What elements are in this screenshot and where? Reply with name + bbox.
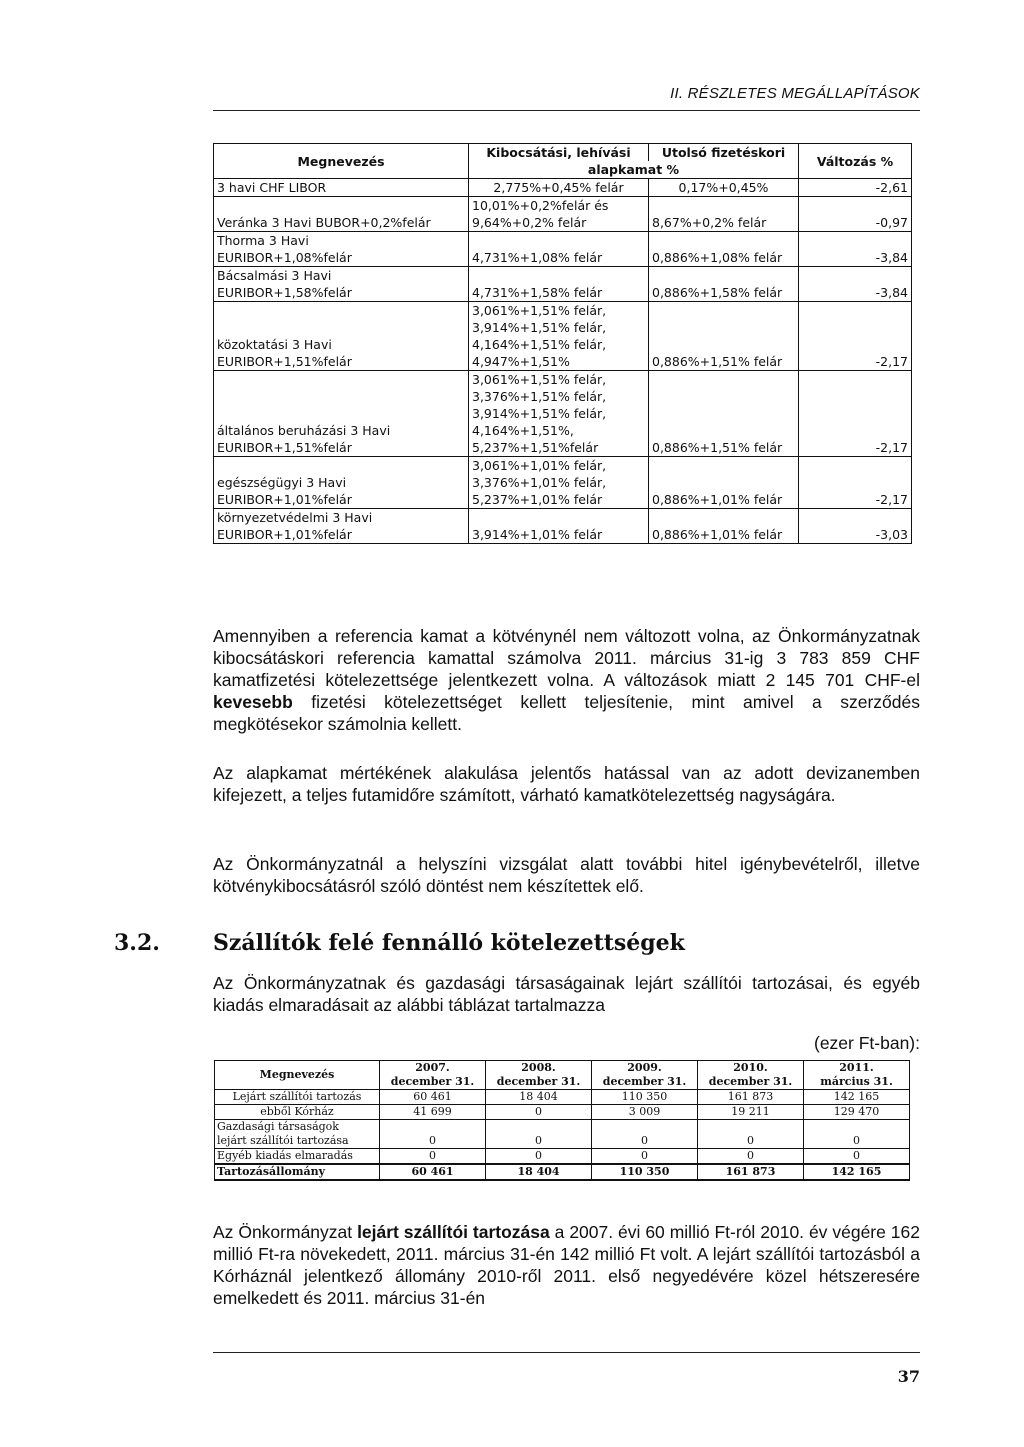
cell-line: egészségügyi 3 Havi bbox=[217, 475, 347, 490]
t2-total-value: 142 165 bbox=[804, 1164, 910, 1180]
t2-cell-value: 60 461 bbox=[380, 1090, 486, 1105]
table-row bbox=[214, 197, 912, 232]
t1-cell-change: -2,17 bbox=[799, 371, 912, 457]
t1-cell-issue bbox=[469, 232, 649, 267]
t2-cell-value: 0 bbox=[592, 1149, 698, 1165]
paragraph-5 bbox=[213, 1221, 920, 1309]
t1-cell-name bbox=[214, 197, 469, 232]
cell-line: Egyéb kiadás elmaradás bbox=[217, 1149, 353, 1162]
t1-cell-change: -3,03 bbox=[799, 509, 912, 544]
t1-cell-change: -3,84 bbox=[799, 232, 912, 267]
t2-cell-value: 0 bbox=[804, 1149, 910, 1165]
t2-cell-name bbox=[215, 1149, 380, 1165]
t1-cell-last: 0,17%+0,45% bbox=[649, 179, 799, 197]
supplier-debt-table bbox=[214, 1060, 910, 1181]
cell-line: általános beruházási 3 Havi bbox=[217, 423, 391, 438]
table-row bbox=[214, 232, 912, 267]
t2-header-name: Megnevezés bbox=[215, 1061, 380, 1090]
t2-cell-value: 142 165 bbox=[804, 1090, 910, 1105]
cell-line: 3,376%+1,01% felár, bbox=[472, 475, 607, 490]
cell-line: EURIBOR+1,08%felár bbox=[217, 250, 352, 265]
t2-total-value: 110 350 bbox=[592, 1164, 698, 1180]
t1-cell-issue bbox=[469, 302, 649, 371]
p1-text-a: Amennyiben a referencia kamat a kötvénynél nem változott volna, az Önkormányzatnak kibocsátáskori referencia kamattal számolva 2011. március 31-ig 3 783 859 CHF kamatfizetési kötelezettsége jelentkezett volna. A változások miatt 2 145 701 CHF-el bbox=[213, 626, 920, 690]
t1-cell-issue bbox=[469, 197, 649, 232]
t2-year-2008: 2008. bbox=[486, 1061, 592, 1076]
unit-note: (ezer Ft-ban): bbox=[814, 1033, 920, 1053]
cell-line: 9,64%+0,2% felár bbox=[472, 215, 587, 230]
t2-cell-name bbox=[215, 1105, 380, 1120]
cell-line: 3,914%+1,51% felár, bbox=[472, 406, 607, 421]
table-row bbox=[214, 457, 912, 509]
t2-cell-value: 0 bbox=[698, 1149, 804, 1165]
t1-cell-name bbox=[214, 302, 469, 371]
cell-line: 2,775%+0,45% felár bbox=[493, 180, 624, 195]
cell-line: Bácsalmási 3 Havi bbox=[217, 268, 332, 283]
p5-text-b: a 2007. évi 60 millió Ft-ról 2010. év végére 162 millió Ft-ra növekedett, 2011. március 31-én 142 millió Ft volt. A lejárt szállítói tartozásból a Kórháznál jelentkező állomány 2010-ről 2011. első negyedévére közel hétszeresére emelkedett és 2011. március 31-én bbox=[213, 1222, 920, 1308]
t1-cell-issue bbox=[469, 457, 649, 509]
cell-line: 3,914%+1,51% felár, bbox=[472, 320, 607, 335]
t1-cell-issue bbox=[469, 179, 649, 197]
t2-cell-value: 0 bbox=[486, 1105, 592, 1120]
t1-cell-last: 0,886%+1,58% felár bbox=[649, 267, 799, 302]
t1-body bbox=[214, 179, 912, 544]
t2-cell-name bbox=[215, 1120, 380, 1149]
t2-cell-name bbox=[215, 1090, 380, 1105]
t2-body bbox=[215, 1090, 910, 1181]
t2-year-2007: 2007. bbox=[380, 1061, 486, 1076]
t1-cell-last: 0,886%+1,51% felár bbox=[649, 371, 799, 457]
t1-header-name: Megnevezés bbox=[214, 144, 469, 179]
paragraph-4: Az Önkormányzatnak és gazdasági társaságainak lejárt szállítói tartozásai, és egyéb kiadás elmaradásait az alábbi táblázat tartalmazza bbox=[213, 973, 920, 1015]
cell-line: EURIBOR+1,58%felár bbox=[217, 285, 352, 300]
t1-cell-name bbox=[214, 267, 469, 302]
cell-line: Thorma 3 Havi bbox=[217, 233, 309, 248]
cell-line: Veránka 3 Havi BUBOR+0,2%felár bbox=[217, 215, 431, 230]
t2-total-label: Tartozásállomány bbox=[215, 1164, 380, 1180]
t1-header-base-rate: alapkamat % bbox=[469, 161, 799, 179]
cell-line: Gazdasági társaságok bbox=[217, 1120, 339, 1133]
cell-line: 3,376%+1,51% felár, bbox=[472, 389, 607, 404]
cell-line: 3,061%+1,51% felár, bbox=[472, 303, 607, 318]
t1-cell-name bbox=[214, 509, 469, 544]
t2-cell-value: 110 350 bbox=[592, 1090, 698, 1105]
footer-rule bbox=[213, 1352, 920, 1353]
t1-cell-issue bbox=[469, 371, 649, 457]
t1-cell-name bbox=[214, 179, 469, 197]
table-row bbox=[215, 1120, 910, 1149]
table-row bbox=[214, 267, 912, 302]
t2-date-2007: december 31. bbox=[380, 1075, 486, 1090]
t2-total-value: 161 873 bbox=[698, 1164, 804, 1180]
table-row bbox=[215, 1149, 910, 1165]
t1-cell-change: -2,17 bbox=[799, 302, 912, 371]
t2-cell-value: 0 bbox=[380, 1120, 486, 1149]
t2-total-value: 60 461 bbox=[380, 1164, 486, 1180]
t2-cell-value: 0 bbox=[698, 1120, 804, 1149]
p1-text-b: fizetési kötelezettséget kellett teljesítenie, mint amivel a szerződés megkötésekor számolnia kellett. bbox=[213, 692, 920, 734]
table-row bbox=[214, 179, 912, 197]
p1-bold: kevesebb bbox=[213, 692, 293, 712]
t1-header-issue: Kibocsátási, lehívási bbox=[469, 144, 649, 162]
cell-line: EURIBOR+1,51%felár bbox=[217, 440, 352, 455]
cell-line: 4,164%+1,51% felár, bbox=[472, 337, 607, 352]
paragraph-2: Az alapkamat mértékének alakulása jelentős hatással van az adott devizanemben kifejezett, a teljes futamidőre számított, várható kamatkötelezettség nagyságára. bbox=[213, 763, 920, 805]
t1-cell-change: -2,17 bbox=[799, 457, 912, 509]
t2-date-2010: december 31. bbox=[698, 1075, 804, 1090]
t2-cell-value: 129 470 bbox=[804, 1105, 910, 1120]
total-row bbox=[215, 1164, 910, 1180]
t2-year-2011: 2011. bbox=[804, 1061, 910, 1076]
p5-bold: lejárt szállítói tartozása bbox=[357, 1222, 550, 1242]
t2-date-2011: március 31. bbox=[804, 1075, 910, 1090]
t2-cell-value: 0 bbox=[592, 1120, 698, 1149]
t2-cell-value: 161 873 bbox=[698, 1090, 804, 1105]
cell-line: 3,061%+1,01% felár, bbox=[472, 458, 607, 473]
t2-date-2009: december 31. bbox=[592, 1075, 698, 1090]
cell-line: EURIBOR+1,01%felár bbox=[217, 527, 352, 542]
t2-year-2010: 2010. bbox=[698, 1061, 804, 1076]
running-header: II. RÉSZLETES MEGÁLLAPÍTÁSOK bbox=[670, 85, 920, 102]
t2-cell-value: 3 009 bbox=[592, 1105, 698, 1120]
t1-cell-issue bbox=[469, 267, 649, 302]
table-row bbox=[214, 302, 912, 371]
t2-date-2008: december 31. bbox=[486, 1075, 592, 1090]
table-row bbox=[215, 1090, 910, 1105]
cell-line: Lejárt szállítói tartozás bbox=[232, 1090, 362, 1103]
t2-cell-value: 0 bbox=[486, 1149, 592, 1165]
paragraph-1 bbox=[213, 625, 920, 735]
cell-line: 3,914%+1,01% felár bbox=[472, 527, 603, 542]
t1-cell-name bbox=[214, 232, 469, 267]
table-row bbox=[214, 509, 912, 544]
t1-cell-change: -0,97 bbox=[799, 197, 912, 232]
t1-cell-last: 8,67%+0,2% felár bbox=[649, 197, 799, 232]
cell-line: 3 havi CHF LIBOR bbox=[217, 180, 327, 195]
t1-header-change: Változás % bbox=[799, 144, 912, 179]
cell-line: 4,164%+1,51%, bbox=[472, 423, 574, 438]
t2-total-value: 18 404 bbox=[486, 1164, 592, 1180]
cell-line: ebből Kórház bbox=[260, 1105, 334, 1118]
p5-text-a: Az Önkormányzat bbox=[213, 1222, 358, 1242]
t1-cell-name bbox=[214, 457, 469, 509]
section-title: Szállítók felé fennálló kötelezettségek bbox=[213, 930, 685, 956]
cell-line: EURIBOR+1,51%felár bbox=[217, 354, 352, 369]
t1-cell-last: 0,886%+1,51% felár bbox=[649, 302, 799, 371]
t2-cell-value: 18 404 bbox=[486, 1090, 592, 1105]
t1-cell-name bbox=[214, 371, 469, 457]
t2-cell-value: 0 bbox=[486, 1120, 592, 1149]
t1-cell-last: 0,886%+1,01% felár bbox=[649, 509, 799, 544]
table-row bbox=[215, 1105, 910, 1120]
t1-cell-change: -2,61 bbox=[799, 179, 912, 197]
interest-rate-table bbox=[213, 143, 912, 544]
page-number: 37 bbox=[897, 1367, 920, 1386]
cell-line: 3,061%+1,51% felár, bbox=[472, 372, 607, 387]
header-rule bbox=[213, 110, 920, 111]
t1-cell-issue bbox=[469, 509, 649, 544]
t1-cell-last: 0,886%+1,08% felár bbox=[649, 232, 799, 267]
cell-line: EURIBOR+1,01%felár bbox=[217, 492, 352, 507]
t1-cell-last: 0,886%+1,01% felár bbox=[649, 457, 799, 509]
t1-cell-change: -3,84 bbox=[799, 267, 912, 302]
cell-line: 5,237%+1,01% felár bbox=[472, 492, 603, 507]
cell-line: 4,731%+1,58% felár bbox=[472, 285, 603, 300]
t2-cell-value: 0 bbox=[380, 1149, 486, 1165]
t2-cell-value: 41 699 bbox=[380, 1105, 486, 1120]
t2-cell-value: 19 211 bbox=[698, 1105, 804, 1120]
t2-cell-value: 0 bbox=[804, 1120, 910, 1149]
cell-line: lejárt szállítói tartozása bbox=[217, 1134, 349, 1147]
cell-line: 4,731%+1,08% felár bbox=[472, 250, 603, 265]
paragraph-3: Az Önkormányzatnál a helyszíni vizsgálat alatt további hitel igénybevételről, illetve kötvénykibocsátásról szóló döntést nem készítettek elő. bbox=[213, 854, 920, 896]
cell-line: 5,237%+1,51%felár bbox=[472, 440, 599, 455]
t1-header-last: Utolsó fizetéskori bbox=[649, 144, 799, 162]
t2-year-2009: 2009. bbox=[592, 1061, 698, 1076]
section-number: 3.2. bbox=[114, 930, 160, 956]
cell-line: 10,01%+0,2%felár és bbox=[472, 198, 609, 213]
table-row bbox=[214, 371, 912, 457]
cell-line: környezetvédelmi 3 Havi bbox=[217, 510, 373, 525]
cell-line: 4,947%+1,51% bbox=[472, 354, 570, 369]
cell-line: közoktatási 3 Havi bbox=[217, 337, 332, 352]
